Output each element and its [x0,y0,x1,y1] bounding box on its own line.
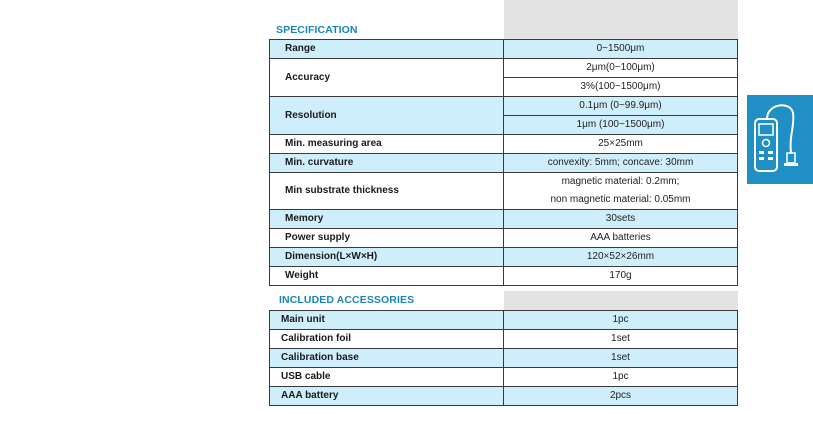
accuracy-value-1: 2μm(0~100μm) [504,59,738,78]
table-row [270,229,738,248]
value-column-header-bg [504,0,738,40]
table-row [270,59,738,78]
power-label: Power supply [270,229,504,248]
min-curvature-label: Min. curvature [270,154,504,173]
accessory-value: 1pc [504,368,738,387]
resolution-value-2: 1μm (100~1500μm) [504,116,738,135]
table-row [270,173,738,192]
table-row [270,210,738,229]
accessories-table [269,310,738,406]
thickness-gauge-icon [747,95,813,184]
min-substrate-label: Min substrate thickness [270,173,504,210]
memory-value: 30sets [504,210,738,229]
accessory-value: 1set [504,349,738,368]
power-value: AAA batteries [504,229,738,248]
resolution-label: Resolution [270,97,504,135]
table-row [270,248,738,267]
table-row [270,311,738,330]
table-row [270,135,738,154]
min-substrate-value-1: magnetic material: 0.2mm; [504,173,738,192]
weight-label: Weight [270,267,504,286]
min-area-value: 25×25mm [504,135,738,154]
weight-value: 170g [504,267,738,286]
accessory-label: Calibration base [270,349,504,368]
accessory-value: 1set [504,330,738,349]
accessory-label: Main unit [270,311,504,330]
accessory-label: AAA battery [270,387,504,406]
dimension-value: 120×52×26mm [504,248,738,267]
min-curvature-value: convexity: 5mm; concave: 30mm [504,154,738,173]
dimension-label: Dimension(L×W×H) [270,248,504,267]
accessories-header-bg [504,291,738,311]
min-area-label: Min. measuring area [270,135,504,154]
table-row [270,349,738,368]
accuracy-value-2: 3%(100~1500μm) [504,78,738,97]
range-label: Range [270,40,504,59]
table-row [270,267,738,286]
min-substrate-value-2: non magnetic material: 0.05mm [504,191,738,210]
specification-table [269,39,738,286]
range-value: 0~1500μm [504,40,738,59]
specification-title: SPECIFICATION [276,24,358,36]
accessory-value: 1pc [504,311,738,330]
product-badge [747,95,813,184]
table-row [270,368,738,387]
accessories-title: INCLUDED ACCESSORIES [279,294,415,306]
accuracy-label: Accuracy [270,59,504,97]
table-row [270,387,738,406]
accessory-value: 2pcs [504,387,738,406]
table-row [270,154,738,173]
accessory-label: Calibration foil [270,330,504,349]
accessory-label: USB cable [270,368,504,387]
table-row [270,40,738,59]
resolution-value-1: 0.1μm (0~99.9μm) [504,97,738,116]
table-row [270,330,738,349]
table-row [270,97,738,116]
memory-label: Memory [270,210,504,229]
